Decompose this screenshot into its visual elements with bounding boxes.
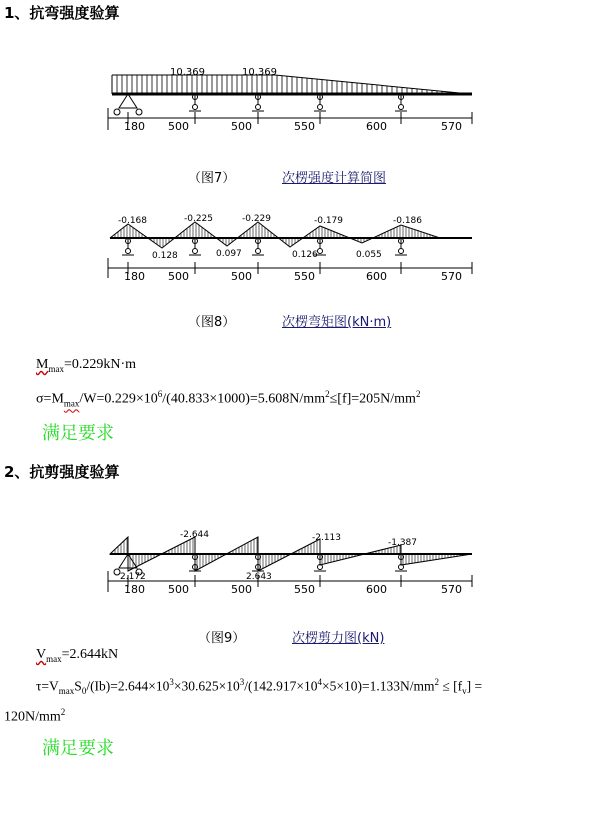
span-length-label: 180 [124, 583, 145, 595]
vmax-formula: $V_{max}=2.644kN$ [36, 647, 119, 664]
support-icon [122, 238, 134, 255]
load-label-2: 10.369 [242, 67, 277, 78]
support-icon [395, 238, 407, 255]
fig9-diagram [100, 525, 480, 595]
span-length-label: 600 [366, 120, 387, 133]
tau-formula: $\tau=V_{max}S_0/(Ib)=2.644\times 10^3\times 30.625\times 10^3/(142.917\times 10^4\times 5\times 10)=1.133N/mm^2 \le [f_v]$ = [36, 677, 483, 697]
section2-result: 满足要求 [42, 738, 114, 759]
support-icon [395, 554, 407, 571]
span-length-label: 500 [231, 120, 252, 133]
span-length-label: 180 [124, 270, 145, 280]
support-icon [114, 94, 142, 115]
span-length-label: 570 [441, 583, 462, 595]
section2-heading: 2、抗剪强度验算 [4, 463, 120, 481]
sigma-formula: $\sigma=M_{max}/W=0.229\times 10^6/(40.833\times 1000)=5.608N/mm^2\le[f]=205N/mm^2$ [36, 389, 421, 409]
span-length-label: 600 [366, 270, 387, 280]
load-label-1: 10.369 [170, 67, 205, 78]
fig8-label: （图8） [188, 315, 236, 330]
load-block [112, 75, 470, 94]
moment-label-8: 0.126 [292, 250, 318, 260]
support-icon [314, 554, 326, 571]
moment-label-7: 0.097 [216, 249, 242, 259]
support-icon [189, 238, 201, 255]
mmax-formula: $M_{max}=0.229kN\cdot m$ [36, 357, 137, 374]
moment-label-9: 0.055 [356, 250, 382, 260]
fig7-diagram [100, 60, 480, 135]
span-length-label: 500 [231, 270, 252, 280]
fig7-title: 次楞强度计算简图 [282, 171, 387, 186]
shear-label-2: -2.113 [312, 533, 342, 543]
fig9-label: （图9） [198, 631, 246, 646]
moment-label-3: -0.229 [242, 214, 272, 224]
moment-label-2: -0.225 [184, 214, 214, 224]
shear-label-3: -1.387 [388, 538, 418, 548]
support-icon [252, 94, 264, 111]
shear-label-5: 2.643 [246, 572, 272, 582]
shear-label-1: -2.644 [180, 530, 210, 540]
span-length-label: 570 [441, 270, 462, 280]
section1-result: 满足要求 [42, 423, 114, 444]
tau-formula-wrap: $120N/mm^2$ [4, 707, 66, 725]
fig7-label: （图7） [188, 171, 236, 186]
fig8-diagram [100, 210, 480, 280]
fig9-title: 次楞剪力图(kN) [292, 631, 385, 646]
span-length-label: 550 [294, 270, 315, 280]
section1-heading: 1、抗弯强度验算 [4, 4, 120, 22]
span-length-label: 500 [231, 583, 252, 595]
span-length-label: 180 [124, 120, 145, 133]
span-length-label: 500 [168, 120, 189, 133]
span-length-label: 550 [294, 120, 315, 133]
fig8-title: 次楞弯矩图(kN·m) [282, 315, 392, 330]
span-length-label: 550 [294, 583, 315, 595]
span-length-label: 500 [168, 583, 189, 595]
moment-label-6: 0.128 [152, 251, 178, 261]
shear-label-4: 2.172 [120, 572, 146, 582]
span-length-label: 570 [441, 120, 462, 133]
span-length-label: 500 [168, 270, 189, 280]
moment-label-4: -0.179 [314, 216, 344, 226]
span-length-label: 600 [366, 583, 387, 595]
support-icon [189, 94, 201, 111]
support-icon [314, 94, 326, 111]
support-icon [252, 238, 264, 255]
moment-label-5: -0.186 [393, 216, 423, 226]
support-icon [395, 94, 407, 111]
moment-label-1: -0.168 [118, 216, 148, 226]
